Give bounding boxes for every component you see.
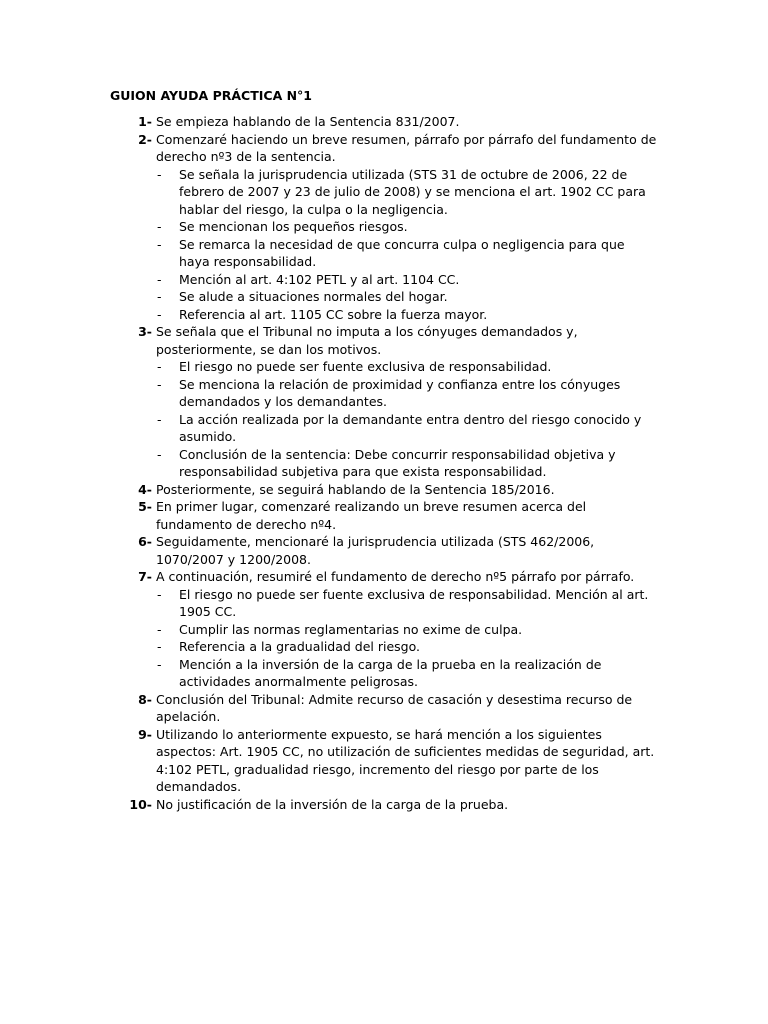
sub-list-item-text: La acción realizada por la demandante entra dentro del riesgo conocido y asumido.	[179, 411, 642, 444]
list-item-text: Se empieza hablando de la Sentencia 831/2007.	[156, 114, 460, 129]
sub-list-item-text: Cumplir las normas reglamentarias no exime de culpa.	[179, 621, 523, 637]
list-item	[138, 481, 661, 499]
sub-list-item	[157, 236, 659, 271]
sub-list-item-text: Mención a la inversión de la carga de la prueba en la realización de actividades anormalmente peligrosas.	[179, 656, 602, 689]
sub-list-item-text: Se alude a situaciones normales del hogar.	[179, 289, 448, 304]
dash-bullet: -	[157, 376, 162, 392]
list-item-number: 1-	[138, 114, 152, 129]
list-item-text: No justificación de la inversión de la carga de la prueba.	[156, 796, 509, 812]
sub-list-item	[157, 446, 659, 481]
sub-list-item-text: Referencia a la gradualidad del riesgo.	[179, 639, 421, 654]
document-title: GUION AYUDA PRÁCTICA N°1	[110, 88, 313, 103]
sub-list-item	[157, 288, 659, 306]
sub-list-item-text: Se remarca la necesidad de que concurra culpa o negligencia para que haya responsabilidad.	[179, 236, 625, 269]
sub-list-item-text: Se menciona la relación de proximidad y confianza entre los cónyuges demandados y los demandantes.	[179, 376, 621, 409]
sub-list-item	[157, 621, 659, 639]
dash-bullet: -	[157, 306, 162, 322]
list-item-text: Conclusión del Tribunal: Admite recurso de casación y desestima recurso de apelación.	[156, 691, 633, 724]
list-item-number: 4-	[138, 481, 152, 497]
dash-bullet: -	[157, 411, 162, 427]
list-item-number: 9-	[138, 726, 152, 742]
list-item	[138, 691, 661, 726]
dash-bullet: -	[157, 586, 162, 602]
sub-list-item	[157, 411, 659, 446]
sub-list-item-text: Se señala la jurisprudencia utilizada (STS 31 de octubre de 2006, 22 de febrero de 2007 y 23 de julio de 2008) y se menciona el art. 1902 CC para hablar del riesgo, la culpa o la negligencia.	[179, 166, 646, 217]
sub-list-item-text: El riesgo no puede ser fuente exclusiva de responsabilidad.	[179, 359, 552, 374]
sub-list-item-text: Conclusión de la sentencia: Debe concurrir responsabilidad objetiva y responsabilidad subjetiva para que exista responsabilidad.	[179, 446, 616, 479]
sub-list-item	[157, 218, 659, 236]
dash-bullet: -	[157, 639, 162, 654]
list-item-number: 5-	[138, 499, 152, 514]
list-item-number: 8-	[138, 691, 152, 707]
list-item	[138, 498, 661, 533]
list-item	[138, 323, 661, 481]
sub-list-item-text: Referencia al art. 1105 CC sobre la fuerza mayor.	[179, 306, 488, 322]
list-item-number: 6-	[138, 534, 152, 549]
dash-bullet: -	[157, 219, 162, 234]
sub-list-item-text: El riesgo no puede ser fuente exclusiva de responsabilidad. Mención al art. 1905 CC.	[179, 586, 649, 619]
dash-bullet: -	[157, 359, 162, 374]
list-item-text: Se señala que el Tribunal no imputa a los cónyuges demandados y, posteriormente, se dan los motivos.	[156, 324, 578, 357]
numbered-list	[0, 113, 768, 813]
list-item-number: 2-	[138, 131, 152, 147]
dash-bullet: -	[157, 166, 162, 182]
sub-list	[156, 358, 661, 481]
dash-bullet: -	[157, 621, 162, 637]
sub-list-item-text: Mención al art. 4:102 PETL y al art. 1104 CC.	[179, 271, 460, 287]
sub-list-item	[157, 358, 659, 376]
sub-list-item	[157, 586, 659, 621]
list-item-text: Seguidamente, mencionaré la jurisprudencia utilizada (STS 462/2006, 1070/2007 y 1200/2008.	[156, 534, 595, 567]
list-item-text: A continuación, resumiré el fundamento de derecho nº5 párrafo por párrafo.	[156, 569, 635, 584]
list-item	[138, 131, 661, 324]
sub-list-item	[157, 271, 659, 289]
list-item-number: 10-	[129, 796, 152, 812]
sub-list-item	[157, 656, 659, 691]
dash-bullet: -	[157, 289, 162, 304]
list-item	[138, 568, 661, 691]
list-item-text: Posteriormente, se seguirá hablando de la Sentencia 185/2016.	[156, 481, 555, 497]
list-item-text: En primer lugar, comenzaré realizando un breve resumen acerca del fundamento de derecho nº4.	[156, 499, 587, 532]
dash-bullet: -	[157, 446, 162, 462]
sub-list-item	[157, 638, 659, 656]
list-item	[138, 726, 661, 796]
sub-list-item	[157, 376, 659, 411]
list-item-number: 3-	[138, 324, 152, 339]
list-item-text: Utilizando lo anteriormente expuesto, se hará mención a los siguientes aspectos: Art. 1905 CC, no utilización de suficientes medidas de seguridad, art. 4:102 PETL, gradualidad riesgo, incremento del riesgo por parte de los demandados.	[156, 726, 655, 794]
list-item-number: 7-	[138, 569, 152, 584]
dash-bullet: -	[157, 271, 162, 287]
sub-list-item-text: Se mencionan los pequeños riesgos.	[179, 219, 408, 234]
dash-bullet: -	[157, 656, 162, 672]
sub-list	[156, 586, 661, 691]
list-item	[138, 533, 661, 568]
list-item	[138, 113, 661, 131]
sub-list	[156, 166, 661, 324]
dash-bullet: -	[157, 236, 162, 252]
list-item-text: Comenzaré haciendo un breve resumen, párrafo por párrafo del fundamento de derecho nº3 de la sentencia.	[156, 131, 657, 164]
list-item	[129, 796, 661, 814]
sub-list-item	[157, 166, 659, 219]
sub-list-item	[157, 306, 659, 324]
